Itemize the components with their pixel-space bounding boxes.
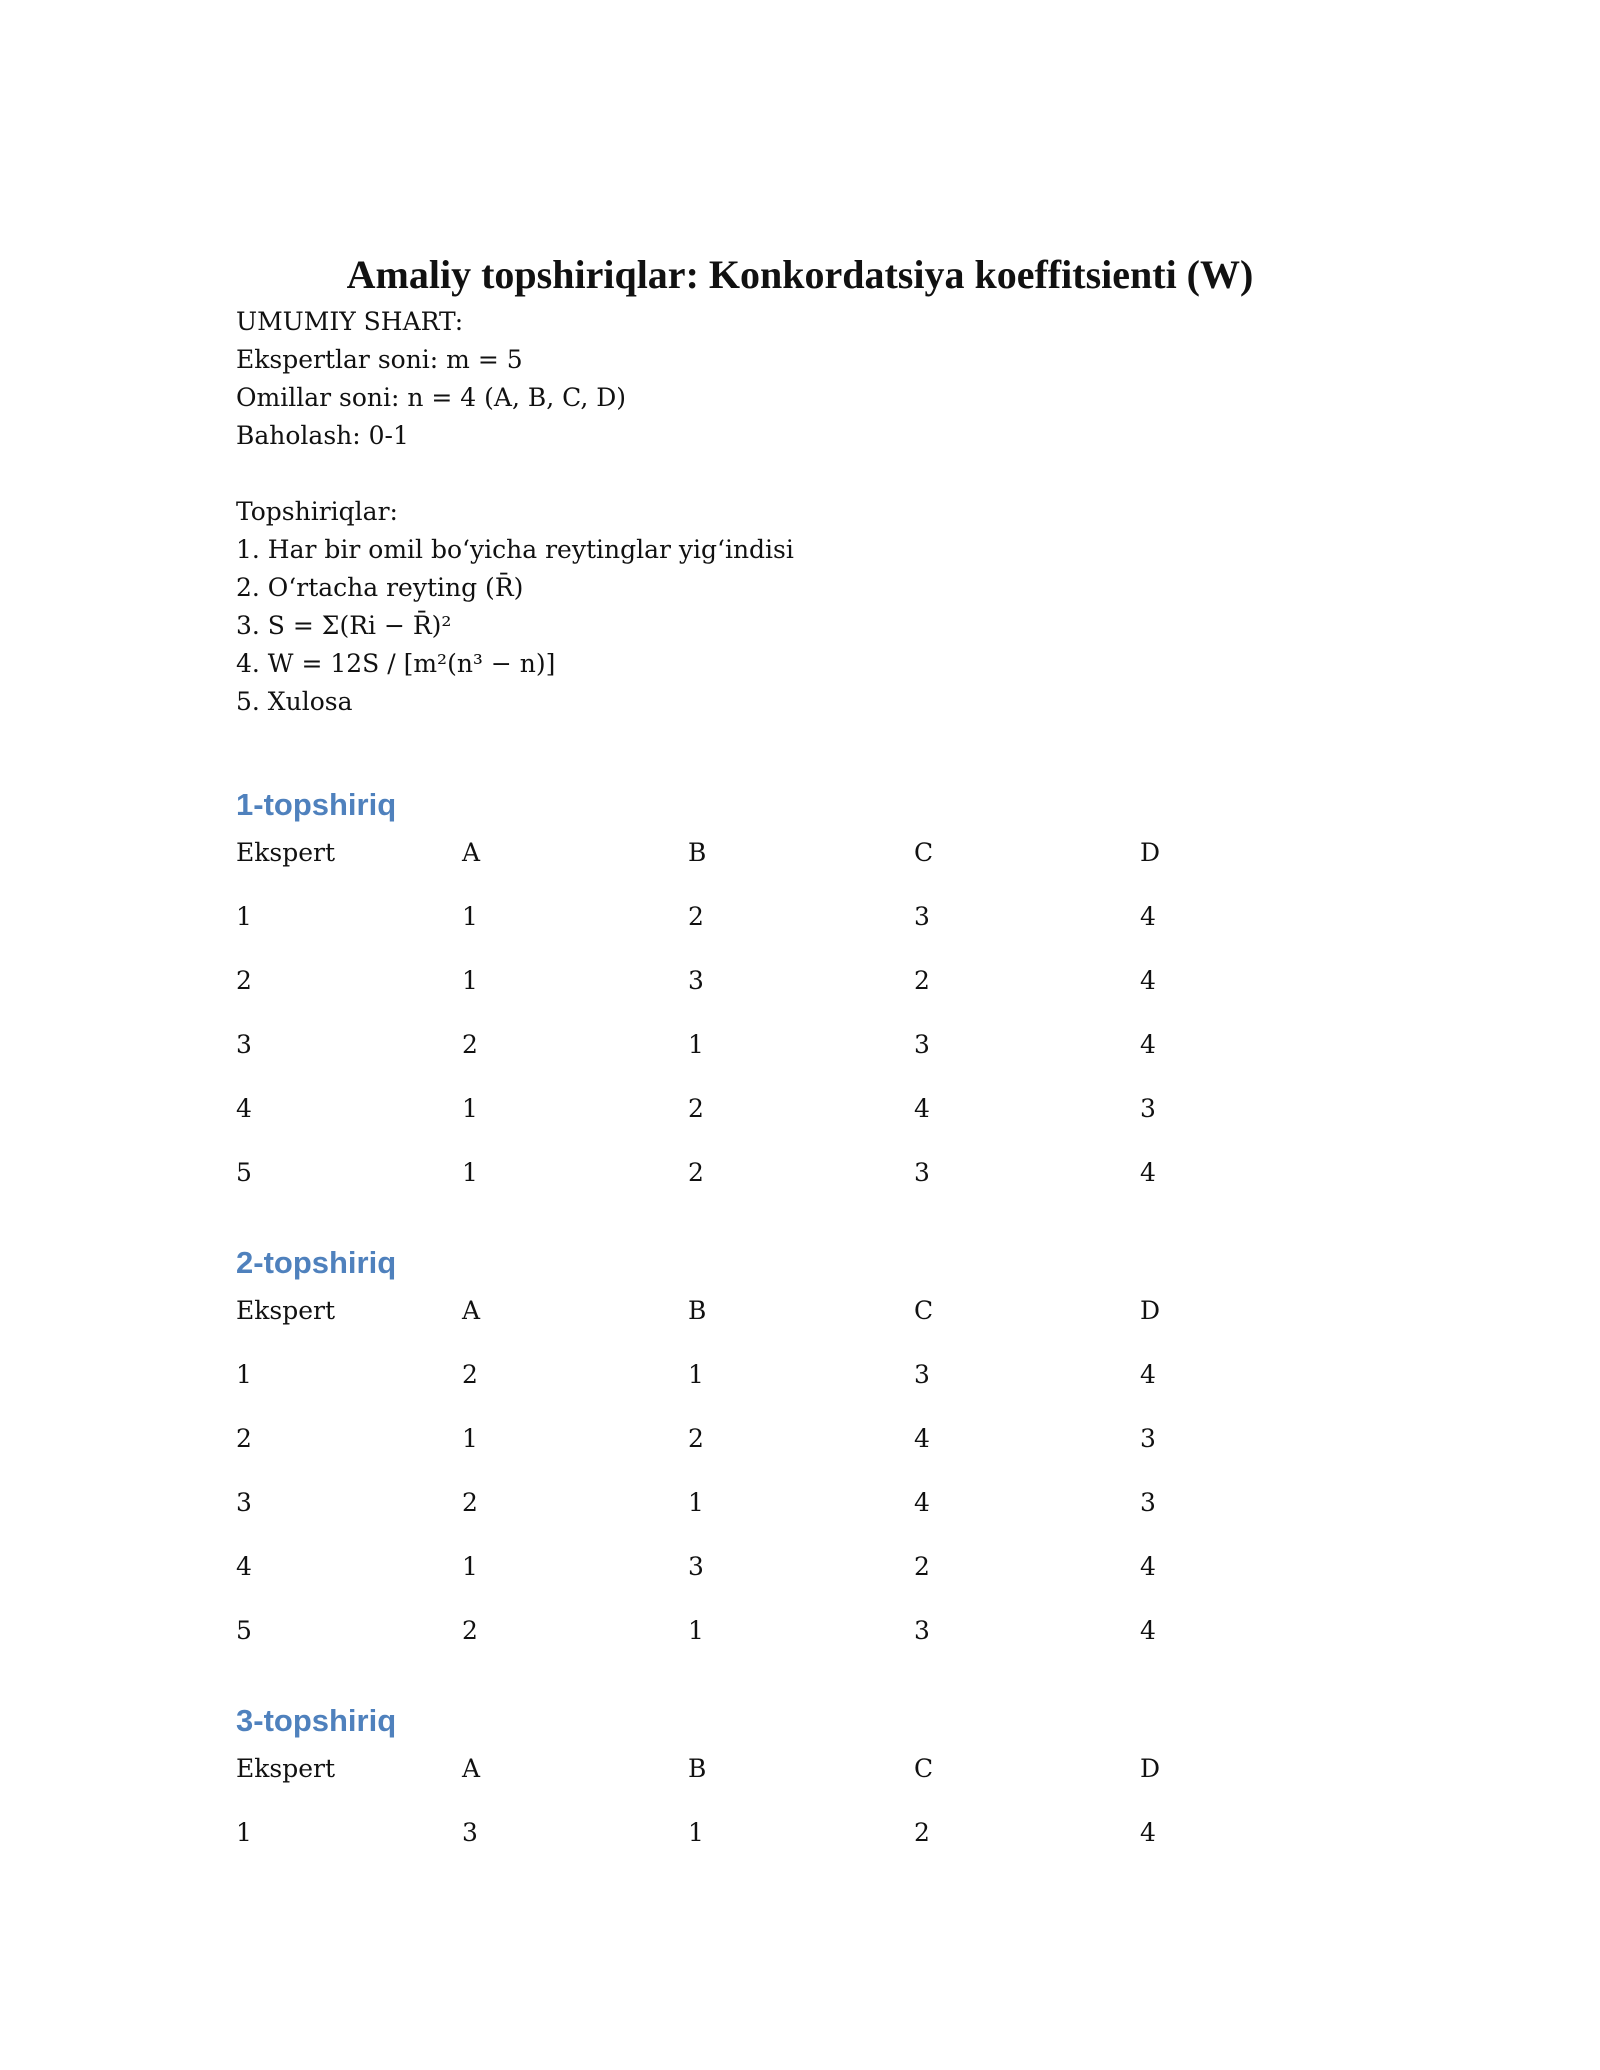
intro-line: 1. Har bir omil bo‘yicha reytinglar yig‘indisi (236, 535, 794, 564)
table-cell: 3 (914, 901, 930, 931)
table-cell: 1 (688, 1359, 704, 1389)
table-cell: 3 (914, 1615, 930, 1645)
table-row (236, 1342, 1366, 1406)
rating-table (236, 1278, 1366, 1662)
table-cell: 4 (914, 1093, 930, 1123)
table-cell: 4 (236, 1093, 252, 1123)
table-cell: 2 (688, 1423, 704, 1453)
table-row (236, 1534, 1366, 1598)
table-cell: 2 (236, 965, 252, 995)
table-cell: 3 (914, 1359, 930, 1389)
section-title: 1-topshiriq (236, 787, 397, 822)
table-header-cell: A (462, 837, 481, 867)
table-cell: 1 (462, 1157, 478, 1187)
table-cell: 2 (688, 1157, 704, 1187)
table-header-cell: Ekspert (236, 837, 336, 867)
section-title: 3-topshiriq (236, 1703, 397, 1738)
table-header-cell: A (462, 1753, 481, 1783)
table-cell: 4 (1140, 901, 1156, 931)
table-cell: 3 (914, 1029, 930, 1059)
section-title: 2-topshiriq (236, 1245, 397, 1280)
table-cell: 3 (462, 1817, 478, 1847)
table-cell: 4 (1140, 965, 1156, 995)
table-row (236, 1800, 1366, 1864)
table-row (236, 1076, 1366, 1140)
table-cell: 2 (462, 1359, 478, 1389)
table-cell: 1 (462, 1551, 478, 1581)
table-header-cell: B (688, 1753, 707, 1783)
table-header-cell: A (462, 1295, 481, 1325)
table-row (236, 884, 1366, 948)
table-cell: 2 (914, 1817, 930, 1847)
table-cell: 5 (236, 1157, 252, 1187)
table-cell: 4 (1140, 1029, 1156, 1059)
intro-line: 4. W = 12S / [m²(n³ − n)] (236, 649, 556, 678)
table-cell: 1 (462, 965, 478, 995)
table-cell: 4 (914, 1487, 930, 1517)
table-header-row (236, 1278, 1366, 1342)
table-header-cell: D (1140, 837, 1161, 867)
intro-line: UMUMIY SHART: (236, 307, 464, 336)
table-cell: 4 (914, 1423, 930, 1453)
table-cell: 2 (688, 901, 704, 931)
table-header-cell: B (688, 1295, 707, 1325)
table-header-cell: B (688, 837, 707, 867)
table-cell: 1 (462, 1093, 478, 1123)
table-row (236, 1598, 1366, 1662)
table-cell: 2 (462, 1487, 478, 1517)
intro-line: Omillar soni: n = 4 (A, B, C, D) (236, 383, 627, 412)
table-cell: 2 (914, 965, 930, 995)
table-header-cell: Ekspert (236, 1295, 336, 1325)
table-cell: 3 (914, 1157, 930, 1187)
table-cell: 1 (688, 1029, 704, 1059)
table-cell: 4 (1140, 1551, 1156, 1581)
table-cell: 2 (236, 1423, 252, 1453)
table-header-cell: Ekspert (236, 1753, 336, 1783)
intro-line: Ekspertlar soni: m = 5 (236, 345, 523, 374)
intro-line: 2. O‘rtacha reyting (R̄) (236, 573, 524, 602)
table-cell: 1 (236, 1817, 252, 1847)
table-header-cell: C (914, 837, 934, 867)
document-title: Amaliy topshiriqlar: Konkordatsiya koeffitsienti (W) (346, 252, 1254, 297)
table-cell: 2 (462, 1029, 478, 1059)
table-cell: 2 (914, 1551, 930, 1581)
table-row (236, 1470, 1366, 1534)
table-cell: 1 (688, 1615, 704, 1645)
table-cell: 3 (1140, 1093, 1156, 1123)
table-cell: 1 (688, 1487, 704, 1517)
rating-table (236, 820, 1366, 1204)
rating-table (236, 1736, 1366, 1864)
table-row (236, 1140, 1366, 1204)
table-cell: 1 (236, 1359, 252, 1389)
table-cell: 4 (1140, 1157, 1156, 1187)
table-cell: 1 (236, 901, 252, 931)
table-row (236, 1012, 1366, 1076)
table-row (236, 1406, 1366, 1470)
table-row (236, 948, 1366, 1012)
intro-line: Topshiriqlar: (236, 497, 398, 526)
table-header-cell: D (1140, 1295, 1161, 1325)
table-cell: 4 (1140, 1615, 1156, 1645)
table-cell: 1 (462, 1423, 478, 1453)
table-cell: 4 (236, 1551, 252, 1581)
table-cell: 2 (688, 1093, 704, 1123)
table-cell: 4 (1140, 1359, 1156, 1389)
table-header-cell: D (1140, 1753, 1161, 1783)
intro-block (236, 303, 794, 721)
table-cell: 2 (462, 1615, 478, 1645)
table-cell: 3 (688, 1551, 704, 1581)
table-header-row (236, 1736, 1366, 1800)
table-cell: 4 (1140, 1817, 1156, 1847)
intro-blank-line (236, 455, 794, 493)
intro-line: 5. Xulosa (236, 687, 353, 716)
table-cell: 3 (236, 1487, 252, 1517)
table-header-cell: C (914, 1753, 934, 1783)
table-cell: 3 (1140, 1423, 1156, 1453)
table-cell: 1 (462, 901, 478, 931)
table-cell: 3 (236, 1029, 252, 1059)
table-cell: 3 (1140, 1487, 1156, 1517)
intro-line: Baholash: 0-1 (236, 421, 409, 450)
table-cell: 5 (236, 1615, 252, 1645)
table-header-cell: C (914, 1295, 934, 1325)
table-cell: 3 (688, 965, 704, 995)
table-header-row (236, 820, 1366, 884)
intro-line: 3. S = Σ(Ri − R̄)² (236, 611, 452, 640)
table-cell: 1 (688, 1817, 704, 1847)
